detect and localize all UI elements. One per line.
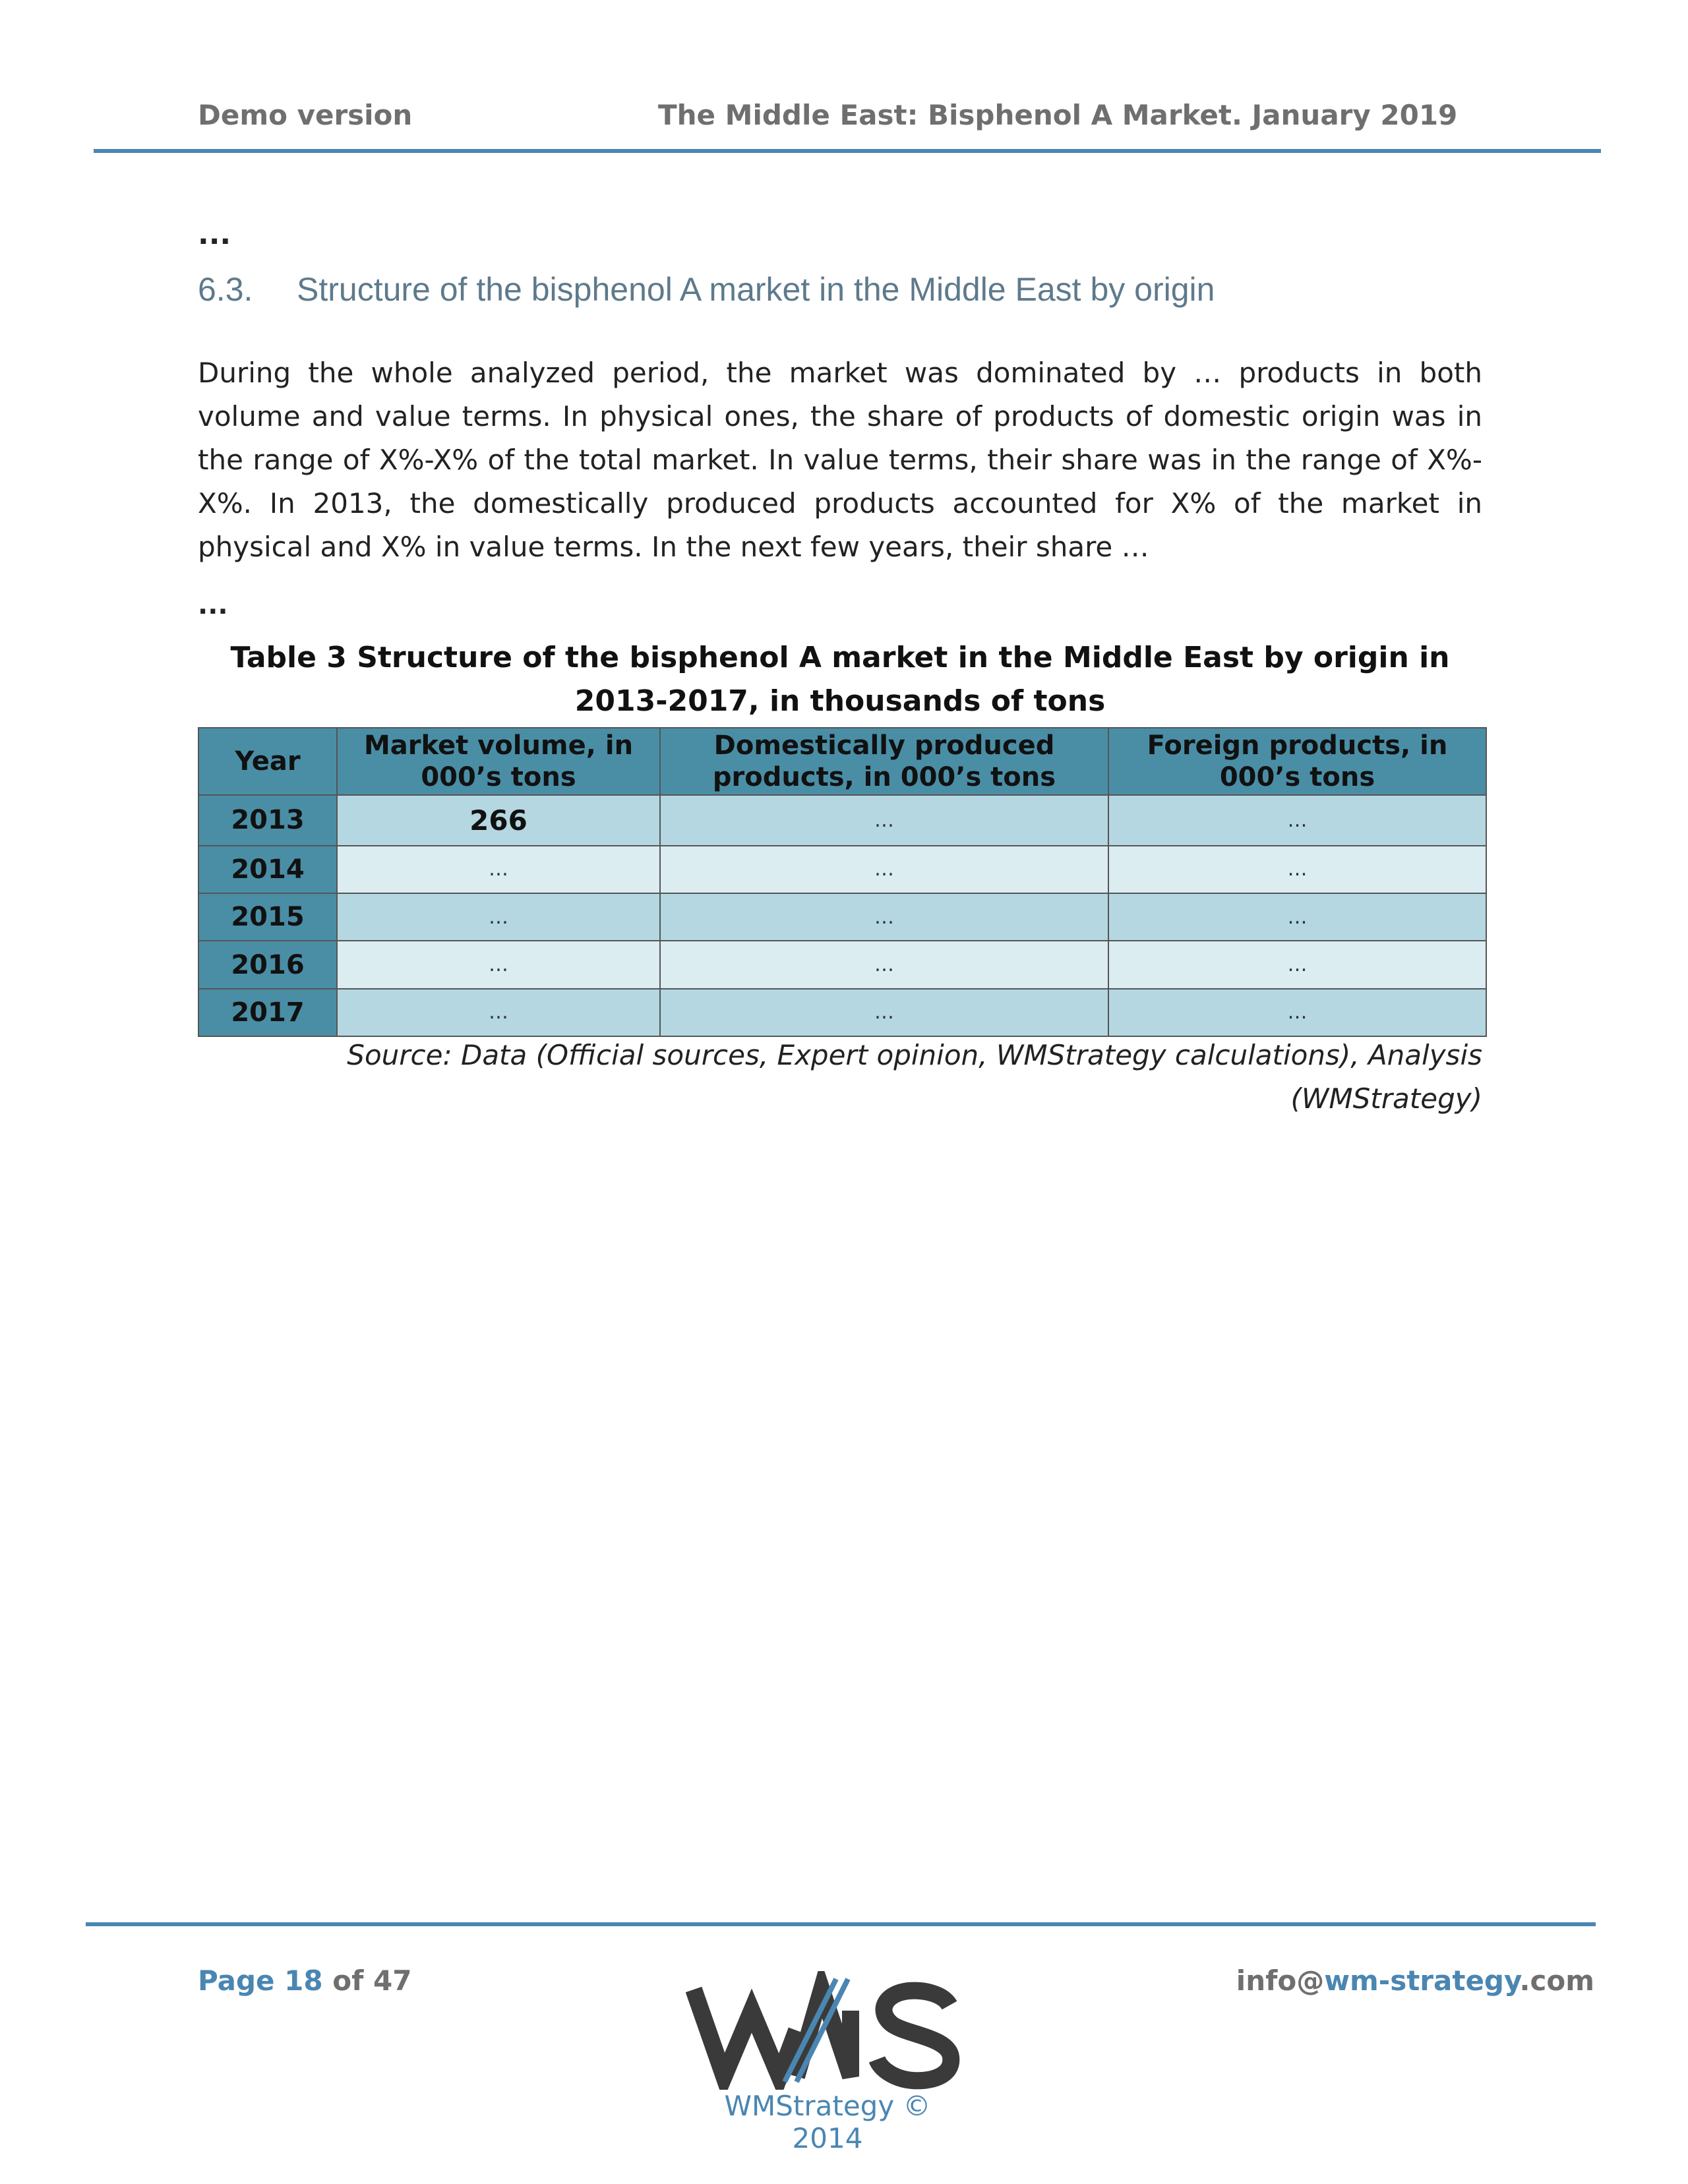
row-year: 2013: [198, 795, 337, 846]
section-heading: [198, 270, 1215, 309]
body-paragraph: During the whole analyzed period, the market was dominated by … products in both volume and value terms. In physical ones, the share of products of domestic origin was in the range of X%-X% of the total market. In value terms, their share was in the range of X%-X%. In 2013, the domestically produced products accounted for X% of the market in physical and X% in value terms. In the next few years, their share …: [198, 357, 1482, 563]
table-header-row: [198, 728, 1486, 795]
cell-market-volume: 266: [337, 795, 660, 846]
email-prefix: info@: [1236, 1964, 1325, 1997]
section-number: 6.3.: [198, 271, 253, 308]
email-domain: wm-strategy: [1324, 1964, 1520, 1997]
column-header-foreign: Foreign products, in 000’s tons: [1108, 728, 1486, 795]
section-title: Structure of the bisphenol A market in the Middle East by origin: [297, 271, 1215, 308]
cell-foreign: …: [1108, 989, 1486, 1036]
cell-domestic: …: [660, 893, 1108, 941]
cell-market-volume: …: [337, 893, 660, 941]
header-doc-title: The Middle East: Bisphenol A Market. January 2019: [658, 99, 1458, 131]
ellipsis-mid: ...: [198, 590, 228, 620]
column-header-domestic: Domestically produced products, in 000’s tons: [660, 728, 1108, 795]
cell-foreign: …: [1108, 893, 1486, 941]
cell-foreign: …: [1108, 795, 1486, 846]
email-suffix: .com: [1519, 1964, 1594, 1997]
cell-market-volume: …: [337, 941, 660, 988]
cell-foreign: …: [1108, 846, 1486, 893]
row-year: 2014: [198, 846, 337, 893]
cell-domestic: …: [660, 795, 1108, 846]
column-header-year: Year: [198, 728, 337, 795]
cell-domestic: …: [660, 846, 1108, 893]
row-year: 2015: [198, 893, 337, 941]
row-year: 2017: [198, 989, 337, 1036]
cell-foreign: …: [1108, 941, 1486, 988]
table-row: [198, 795, 1486, 846]
cell-market-volume: …: [337, 989, 660, 1036]
table-row: [198, 941, 1486, 988]
column-header-market-volume: Market volume, in 000’s tons: [337, 728, 660, 795]
wms-logo: [686, 1971, 963, 2090]
cell-market-volume: …: [337, 846, 660, 893]
origin-structure-table: [198, 727, 1487, 1037]
table-row: [198, 893, 1486, 941]
table-row: [198, 989, 1486, 1036]
ellipsis-top: ...: [198, 218, 231, 251]
page-word: Page: [198, 1964, 275, 1997]
page-number: 18: [284, 1964, 323, 1997]
cell-domestic: …: [660, 941, 1108, 988]
header-doc-status: Demo version: [198, 99, 413, 131]
table-source-note: Source: Data (Official sources, Expert opinion, WMStrategy calculations), Analysis (WMStrategy): [347, 1039, 1482, 1115]
table-caption: Table 3 Structure of the bisphenol A market in the Middle East by origin in 2013-2017, in thousands of tons: [230, 641, 1450, 718]
footer-divider: [86, 1922, 1596, 1926]
page-total: of 47: [332, 1964, 412, 1997]
page-indicator: [198, 1964, 411, 1997]
cell-domestic: …: [660, 989, 1108, 1036]
contact-email[interactable]: [1236, 1964, 1594, 1997]
row-year: 2016: [198, 941, 337, 988]
header-divider: [94, 149, 1601, 153]
logo-caption: WMStrategy © 2014: [724, 2090, 931, 2154]
table-row: [198, 846, 1486, 893]
